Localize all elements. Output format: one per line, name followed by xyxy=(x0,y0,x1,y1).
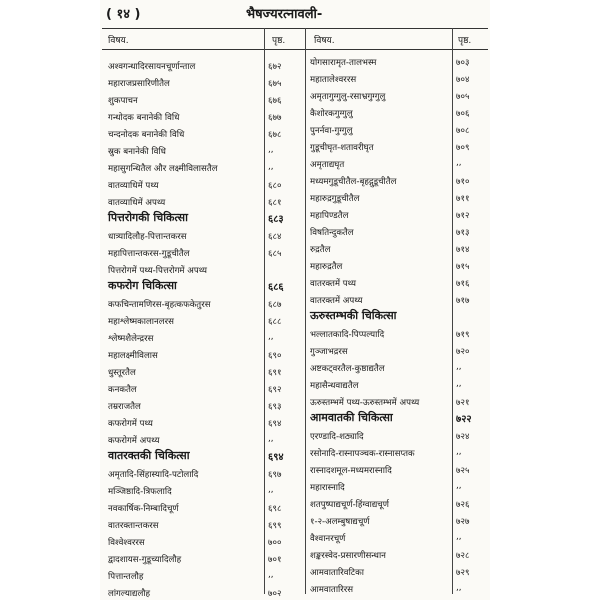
entry-page: ७१९ xyxy=(456,330,470,340)
entry-page: ,, xyxy=(268,332,274,342)
entry-name: चन्दनोदक बनानेकी विधि xyxy=(108,130,185,140)
entry-page: ६८६ xyxy=(268,282,284,293)
entry-name: भल्लातकादि-पिप्पल्यादि xyxy=(310,330,385,340)
entry-name: महारुद्रतैल xyxy=(310,262,343,272)
entry-page: ७१२ xyxy=(456,211,470,221)
entry-page: ६८७ xyxy=(268,300,282,310)
page-header xyxy=(100,4,490,24)
entry-page: ७१४ xyxy=(456,245,470,255)
entry-name: आमवातारिरस xyxy=(310,585,354,595)
entry-page: ६८४ xyxy=(268,232,282,242)
entry-page: ६८५ xyxy=(268,249,282,259)
entry-page: ,, xyxy=(456,379,462,389)
entry-page: ६७५ xyxy=(268,79,282,89)
entry-name: कफरोगमें पथ्य xyxy=(108,419,153,429)
entry-page: ७१३ xyxy=(456,228,470,238)
entry-name: विश्वेश्वररस xyxy=(108,538,145,548)
entry-name: शुकपाचन xyxy=(108,96,138,106)
entry-page: ७०५ xyxy=(456,92,470,102)
entry-name: मञ्जिष्ठादि-त्रिफलादि xyxy=(108,487,172,497)
entry-page: ७०२ xyxy=(268,589,282,599)
entry-page: ७२० xyxy=(456,347,470,357)
entry-name: धात्र्यादिलौह-पित्तान्तकरस xyxy=(108,232,187,242)
entry-name: लांगल्याद्यलौह xyxy=(108,589,151,599)
entry-name: अमृताद्यघृत xyxy=(310,160,345,170)
entry-name: रसोनादि-रास्नापञ्चक-रास्नासप्तक xyxy=(310,449,415,459)
entry-page: ,, xyxy=(456,532,462,542)
entry-name: पित्तरोगमें पथ्य-पित्तरोगमें अपथ्य xyxy=(108,266,208,276)
entry-page: ,, xyxy=(456,362,462,372)
entry-page: ७१० xyxy=(456,177,470,187)
entry-page: ,, xyxy=(456,158,462,168)
left-subject-header: विषय. xyxy=(108,36,129,46)
entry-name: कनकतैल xyxy=(108,385,137,395)
entry-page: ७१७ xyxy=(456,296,470,306)
entry-page: ७०१ xyxy=(268,555,282,565)
entry-name: मध्यमगुडूचीतैल-बृहद्गुडूचीतैल xyxy=(310,177,397,187)
entry-page: ६७७ xyxy=(268,113,282,123)
entry-name: ऊरुस्तम्भमें पथ्य-ऊरुस्तम्भमें अपथ्य xyxy=(310,398,420,408)
entry-page: ७०८ xyxy=(456,126,470,136)
section-heading: आमवातकी चिकित्सा xyxy=(310,411,393,424)
entry-page: ७०९ xyxy=(456,143,470,153)
entry-page: ६९४ xyxy=(268,419,282,429)
entry-page: ,, xyxy=(268,485,274,495)
entry-page: ६७८ xyxy=(268,130,282,140)
entry-name: पुनर्नवा-गुग्गुलु xyxy=(310,126,353,136)
entry-page: ६९८ xyxy=(268,504,282,514)
entry-page: ६९१ xyxy=(268,368,282,378)
entry-name: महापित्तान्तकरस-गुडूचीतैल xyxy=(108,249,190,259)
entry-name: शङ्करस्वेद-प्रसारणीसन्धान xyxy=(310,551,386,561)
entry-name: गुञ्जाभद्ररस xyxy=(310,347,348,357)
entry-name: कफरोगमें अपथ्य xyxy=(108,436,160,446)
entry-name: गन्धोदक बनानेकी विधि xyxy=(108,113,180,123)
entry-name: १-२-अलम्बुषाद्यचूर्ण xyxy=(310,517,370,527)
top-rule xyxy=(102,28,488,29)
entry-name: महाश्लेष्मकालानलरस xyxy=(108,317,174,327)
entry-name: नवकार्षिक-निम्बादिचूर्ण xyxy=(108,504,179,514)
left-page-header: पृष्ठ. xyxy=(272,36,286,46)
entry-page: ,, xyxy=(268,570,274,580)
entry-name: वातरक्तमें अपथ्य xyxy=(310,296,363,306)
entry-page: ६८१ xyxy=(268,198,282,208)
entry-name: कैशोरकगुग्गुलु xyxy=(310,109,353,119)
center-divider xyxy=(305,28,306,594)
entry-page: ,, xyxy=(456,583,462,593)
entry-page: ७०० xyxy=(268,538,282,548)
entry-name: धुस्तूरतैल xyxy=(108,368,136,378)
entry-page: ७२९ xyxy=(456,568,470,578)
entry-name: रुद्रतैल xyxy=(310,245,331,255)
right-page-divider xyxy=(452,28,453,594)
entry-name: महाराजप्रसारिणीतैल xyxy=(108,79,170,89)
entry-page: ७२४ xyxy=(456,432,470,442)
entry-page: ६८८ xyxy=(268,317,282,327)
entry-page: ,, xyxy=(268,145,274,155)
entry-page: ,, xyxy=(268,434,274,444)
entry-page: ,, xyxy=(456,481,462,491)
entry-name: द्वादशायस-गुडूच्यादिलौह xyxy=(108,555,182,565)
section-heading: कफरोग चिकित्सा xyxy=(108,279,177,292)
entry-page: ६९७ xyxy=(268,470,282,480)
entry-page: ६९० xyxy=(268,351,282,361)
entry-name: शतपुष्पाद्यचूर्ण-हिंग्वाद्यचूर्ण xyxy=(310,500,389,510)
entry-page: ६८० xyxy=(268,181,282,191)
entry-name: महारुद्रगुडूचीतैल xyxy=(310,194,360,204)
entry-name: वातव्याधिमें अपथ्य xyxy=(108,198,166,208)
entry-name: एरण्डादि-शठ्यादि xyxy=(310,432,364,442)
entry-page: ७१६ xyxy=(456,279,470,289)
entry-name: अष्टकट्वरतैल-कुष्ठाद्यतैल xyxy=(310,364,385,374)
entry-page: ७२५ xyxy=(456,466,470,476)
entry-page: ७२८ xyxy=(456,551,470,561)
entry-name: पित्तान्तलौह xyxy=(108,572,144,582)
entry-name: रास्नादशमूल-मध्यमरास्नादि xyxy=(310,466,392,476)
entry-name: महातालेश्वररस xyxy=(310,75,357,85)
entry-name: वातव्याधिमें पथ्य xyxy=(108,181,159,191)
header-rule xyxy=(102,49,488,50)
right-subject-header: विषय. xyxy=(314,36,335,46)
entry-page: ७२१ xyxy=(456,398,470,408)
entry-name: वातरक्तमें पथ्य xyxy=(310,279,356,289)
right-page-header: पृष्ठ. xyxy=(458,36,472,46)
entry-name: तम्रराजतैल xyxy=(108,402,141,412)
entry-name: वातरक्तान्तकरस xyxy=(108,521,159,531)
entry-page: ७०६ xyxy=(456,109,470,119)
book-title: भैषज्यरत्नावली- xyxy=(246,7,323,22)
entry-name: महासैन्धवाद्यतैल xyxy=(310,381,359,391)
entry-name: महालक्ष्मीविलास xyxy=(108,351,158,361)
entry-name: महापिण्डतैल xyxy=(310,211,349,221)
entry-name: योगसारामृत-तालभस्म xyxy=(310,58,377,68)
entry-page: ६९४ xyxy=(268,452,284,463)
entry-name: अमृतादि-सिंहास्यादि-पटोलादि xyxy=(108,470,199,480)
entry-name: महारास्नादि xyxy=(310,483,345,493)
entry-name: महासुगन्धितैल और लक्ष्मीविलासतैल xyxy=(108,164,218,174)
section-heading: ऊरुस्तम्भकी चिकित्सा xyxy=(310,309,397,322)
entry-name: आमवातारिवटिका xyxy=(310,568,364,578)
entry-page: ७१५ xyxy=(456,262,470,272)
entry-name: कफचिन्तामणिरस-बृहत्कफकेतुरस xyxy=(108,300,211,310)
entry-page: ६९९ xyxy=(268,521,282,531)
entry-page: ७०३ xyxy=(456,58,470,68)
entry-name: अश्वगन्धादिरसायनचूर्णान्ताल xyxy=(108,62,196,72)
page-number: ( १४ ) xyxy=(106,7,141,22)
left-page-divider xyxy=(264,28,265,594)
entry-page: ७२२ xyxy=(456,414,472,425)
entry-page: ६९२ xyxy=(268,385,282,395)
entry-page: ६७६ xyxy=(268,96,282,106)
entry-page: ७२६ xyxy=(456,500,470,510)
entry-name: वैश्वानरचूर्ण xyxy=(310,534,346,544)
entry-name: श्लेष्मशैलेन्द्ररस xyxy=(108,334,154,344)
entry-page: ७२७ xyxy=(456,517,470,527)
section-heading: पित्तरोगकी चिकित्सा xyxy=(108,211,188,224)
book-page xyxy=(100,0,490,600)
entry-name: गुडूचीघृत-शतावरीघृत xyxy=(310,143,374,153)
entry-page: ,, xyxy=(456,447,462,457)
section-heading: वातरक्तकी चिकित्सा xyxy=(108,449,190,462)
entry-page: ६८३ xyxy=(268,214,284,225)
entry-name: अमृतागुग्गुलु-रसाभ्रगुग्गुलु xyxy=(310,92,386,102)
entry-page: ६७२ xyxy=(268,62,282,72)
entry-page: ,, xyxy=(268,162,274,172)
entry-name: स्रुक बनानेकी विधि xyxy=(108,147,166,157)
entry-page: ७११ xyxy=(456,194,470,204)
entry-name: विषतिन्दुकतैल xyxy=(310,228,354,238)
entry-page: ६९३ xyxy=(268,402,282,412)
entry-page: ७०४ xyxy=(456,75,470,85)
